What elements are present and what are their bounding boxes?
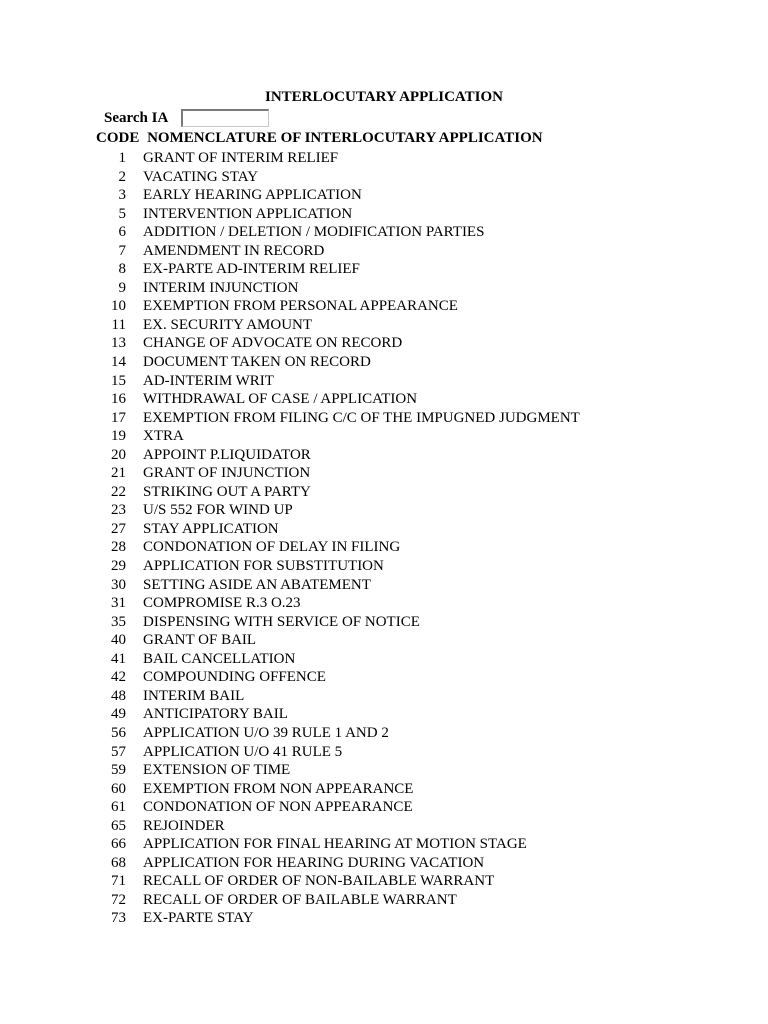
row-nomenclature: APPLICATION FOR FINAL HEARING AT MOTION STAGE xyxy=(143,836,527,853)
row-nomenclature: APPLICATION FOR HEARING DURING VACATION xyxy=(143,854,485,871)
search-label: Search IA xyxy=(104,110,169,126)
row-code: 20 xyxy=(111,446,126,463)
table-row xyxy=(0,501,768,520)
row-nomenclature: INTERVENTION APPLICATION xyxy=(143,205,353,222)
row-code: 13 xyxy=(111,335,126,352)
table-header xyxy=(96,129,543,147)
row-code: 23 xyxy=(111,502,126,519)
row-nomenclature: GRANT OF INJUNCTION xyxy=(143,465,311,482)
row-nomenclature: U/S 552 FOR WIND UP xyxy=(143,502,293,519)
row-nomenclature: GRANT OF INTERIM RELIEF xyxy=(143,150,339,166)
table-row xyxy=(0,372,768,391)
row-code: 41 xyxy=(111,650,126,667)
row-nomenclature: EXTENSION OF TIME xyxy=(143,762,291,779)
row-code: 10 xyxy=(111,298,126,315)
row-nomenclature: ANTICIPATORY BAIL xyxy=(143,706,288,723)
table-row xyxy=(0,427,768,446)
row-code: 57 xyxy=(111,743,126,760)
table-row xyxy=(0,279,768,298)
row-code: 68 xyxy=(111,854,126,871)
row-code: 65 xyxy=(111,817,126,834)
table-row xyxy=(0,557,768,576)
row-nomenclature: EXEMPTION FROM FILING C/C OF THE IMPUGNED JUDGMENT xyxy=(143,409,580,426)
row-nomenclature: INTERIM BAIL xyxy=(143,687,245,704)
table-row xyxy=(0,631,768,650)
row-code: 27 xyxy=(111,520,126,537)
row-code: 5 xyxy=(118,205,126,222)
row-nomenclature: RECALL OF ORDER OF BAILABLE WARRANT xyxy=(143,891,457,908)
row-code: 72 xyxy=(111,891,126,908)
row-code: 2 xyxy=(118,168,126,185)
application-list xyxy=(0,149,768,928)
row-nomenclature: XTRA xyxy=(143,428,184,445)
table-row xyxy=(0,761,768,780)
table-row xyxy=(0,409,768,428)
row-code: 71 xyxy=(111,873,126,890)
row-nomenclature: APPOINT P.LIQUIDATOR xyxy=(143,446,311,463)
table-row xyxy=(0,149,768,168)
table-row xyxy=(0,650,768,669)
row-nomenclature: DISPENSING WITH SERVICE OF NOTICE xyxy=(143,613,420,630)
table-row xyxy=(0,316,768,335)
row-nomenclature: CHANGE OF ADVOCATE ON RECORD xyxy=(143,335,403,352)
row-code: 56 xyxy=(111,724,126,741)
row-code: 8 xyxy=(118,261,126,278)
row-code: 35 xyxy=(111,613,126,630)
row-nomenclature: AMENDMENT IN RECORD xyxy=(143,242,325,259)
row-nomenclature: AD-INTERIM WRIT xyxy=(143,372,274,389)
row-nomenclature: VACATING STAY xyxy=(143,168,259,185)
row-code: 15 xyxy=(111,372,126,389)
table-row xyxy=(0,390,768,409)
table-row xyxy=(0,576,768,595)
row-code: 28 xyxy=(111,539,126,556)
table-row xyxy=(0,909,768,928)
row-nomenclature: EXEMPTION FROM PERSONAL APPEARANCE xyxy=(143,298,458,315)
row-nomenclature: EX-PARTE AD-INTERIM RELIEF xyxy=(143,261,360,278)
row-code: 9 xyxy=(118,279,126,296)
table-row xyxy=(0,780,768,799)
row-code: 7 xyxy=(118,242,126,259)
row-code: 1 xyxy=(118,150,126,166)
row-code: 19 xyxy=(111,428,126,445)
table-row xyxy=(0,613,768,632)
table-row xyxy=(0,872,768,891)
table-row xyxy=(0,446,768,465)
table-row xyxy=(0,334,768,353)
row-nomenclature: APPLICATION FOR SUBSTITUTION xyxy=(143,558,384,575)
row-nomenclature: CONDONATION OF NON APPEARANCE xyxy=(143,799,413,816)
search-input[interactable] xyxy=(181,109,269,127)
table-row xyxy=(0,520,768,539)
table-row xyxy=(0,483,768,502)
table-row xyxy=(0,168,768,187)
row-nomenclature: RECALL OF ORDER OF NON-BAILABLE WARRANT xyxy=(143,873,495,890)
table-row xyxy=(0,260,768,279)
row-nomenclature: CONDONATION OF DELAY IN FILING xyxy=(143,539,401,556)
row-nomenclature: EX-PARTE STAY xyxy=(143,910,254,927)
code-column-header: CODE xyxy=(96,130,140,146)
row-code: 60 xyxy=(111,780,126,797)
row-code: 16 xyxy=(111,391,126,408)
table-row xyxy=(0,205,768,224)
row-code: 73 xyxy=(111,910,126,927)
row-code: 31 xyxy=(111,595,126,612)
row-nomenclature: EARLY HEARING APPLICATION xyxy=(143,187,362,204)
row-nomenclature: STAY APPLICATION xyxy=(143,520,279,537)
table-row xyxy=(0,668,768,687)
table-row xyxy=(0,353,768,372)
table-row xyxy=(0,891,768,910)
row-nomenclature: GRANT OF BAIL xyxy=(143,632,257,649)
row-code: 17 xyxy=(111,409,126,426)
table-row xyxy=(0,297,768,316)
row-nomenclature: ADDITION / DELETION / MODIFICATION PARTIES xyxy=(143,224,485,241)
row-code: 48 xyxy=(111,687,126,704)
table-row xyxy=(0,817,768,836)
row-nomenclature: REJOINDER xyxy=(143,817,225,834)
row-code: 30 xyxy=(111,576,126,593)
table-row xyxy=(0,687,768,706)
table-row xyxy=(0,464,768,483)
row-code: 42 xyxy=(111,669,126,686)
page-title: INTERLOCUTARY APPLICATION xyxy=(265,89,503,105)
row-nomenclature: EXEMPTION FROM NON APPEARANCE xyxy=(143,780,414,797)
row-nomenclature: SETTING ASIDE AN ABATEMENT xyxy=(143,576,371,593)
row-code: 49 xyxy=(111,706,126,723)
table-row xyxy=(0,798,768,817)
row-nomenclature: COMPROMISE R.3 O.23 xyxy=(143,595,301,612)
row-code: 29 xyxy=(111,558,126,575)
row-code: 61 xyxy=(111,799,126,816)
row-nomenclature: APPLICATION U/O 41 RULE 5 xyxy=(143,743,343,760)
table-row xyxy=(0,705,768,724)
table-row xyxy=(0,538,768,557)
row-nomenclature: COMPOUNDING OFFENCE xyxy=(143,669,326,686)
table-row xyxy=(0,594,768,613)
table-row xyxy=(0,242,768,261)
row-code: 6 xyxy=(118,224,126,241)
row-nomenclature: APPLICATION U/O 39 RULE 1 AND 2 xyxy=(143,724,389,741)
table-row xyxy=(0,743,768,762)
table-row xyxy=(0,724,768,743)
row-code: 11 xyxy=(111,316,126,333)
row-code: 22 xyxy=(111,483,126,500)
row-code: 3 xyxy=(118,187,126,204)
nomenclature-column-header: NOMENCLATURE OF INTERLOCUTARY APPLICATION xyxy=(147,130,543,146)
row-code: 40 xyxy=(111,632,126,649)
row-code: 14 xyxy=(111,354,126,371)
row-code: 21 xyxy=(111,465,126,482)
table-row xyxy=(0,835,768,854)
row-nomenclature: DOCUMENT TAKEN ON RECORD xyxy=(143,354,371,371)
table-row xyxy=(0,186,768,205)
table-row xyxy=(0,223,768,242)
search-row xyxy=(104,107,269,129)
row-nomenclature: BAIL CANCELLATION xyxy=(143,650,296,667)
row-code: 59 xyxy=(111,762,126,779)
row-nomenclature: EX. SECURITY AMOUNT xyxy=(143,316,313,333)
row-nomenclature: INTERIM INJUNCTION xyxy=(143,279,299,296)
table-row xyxy=(0,854,768,873)
row-nomenclature: STRIKING OUT A PARTY xyxy=(143,483,311,500)
row-nomenclature: WITHDRAWAL OF CASE / APPLICATION xyxy=(143,391,418,408)
row-code: 66 xyxy=(111,836,126,853)
